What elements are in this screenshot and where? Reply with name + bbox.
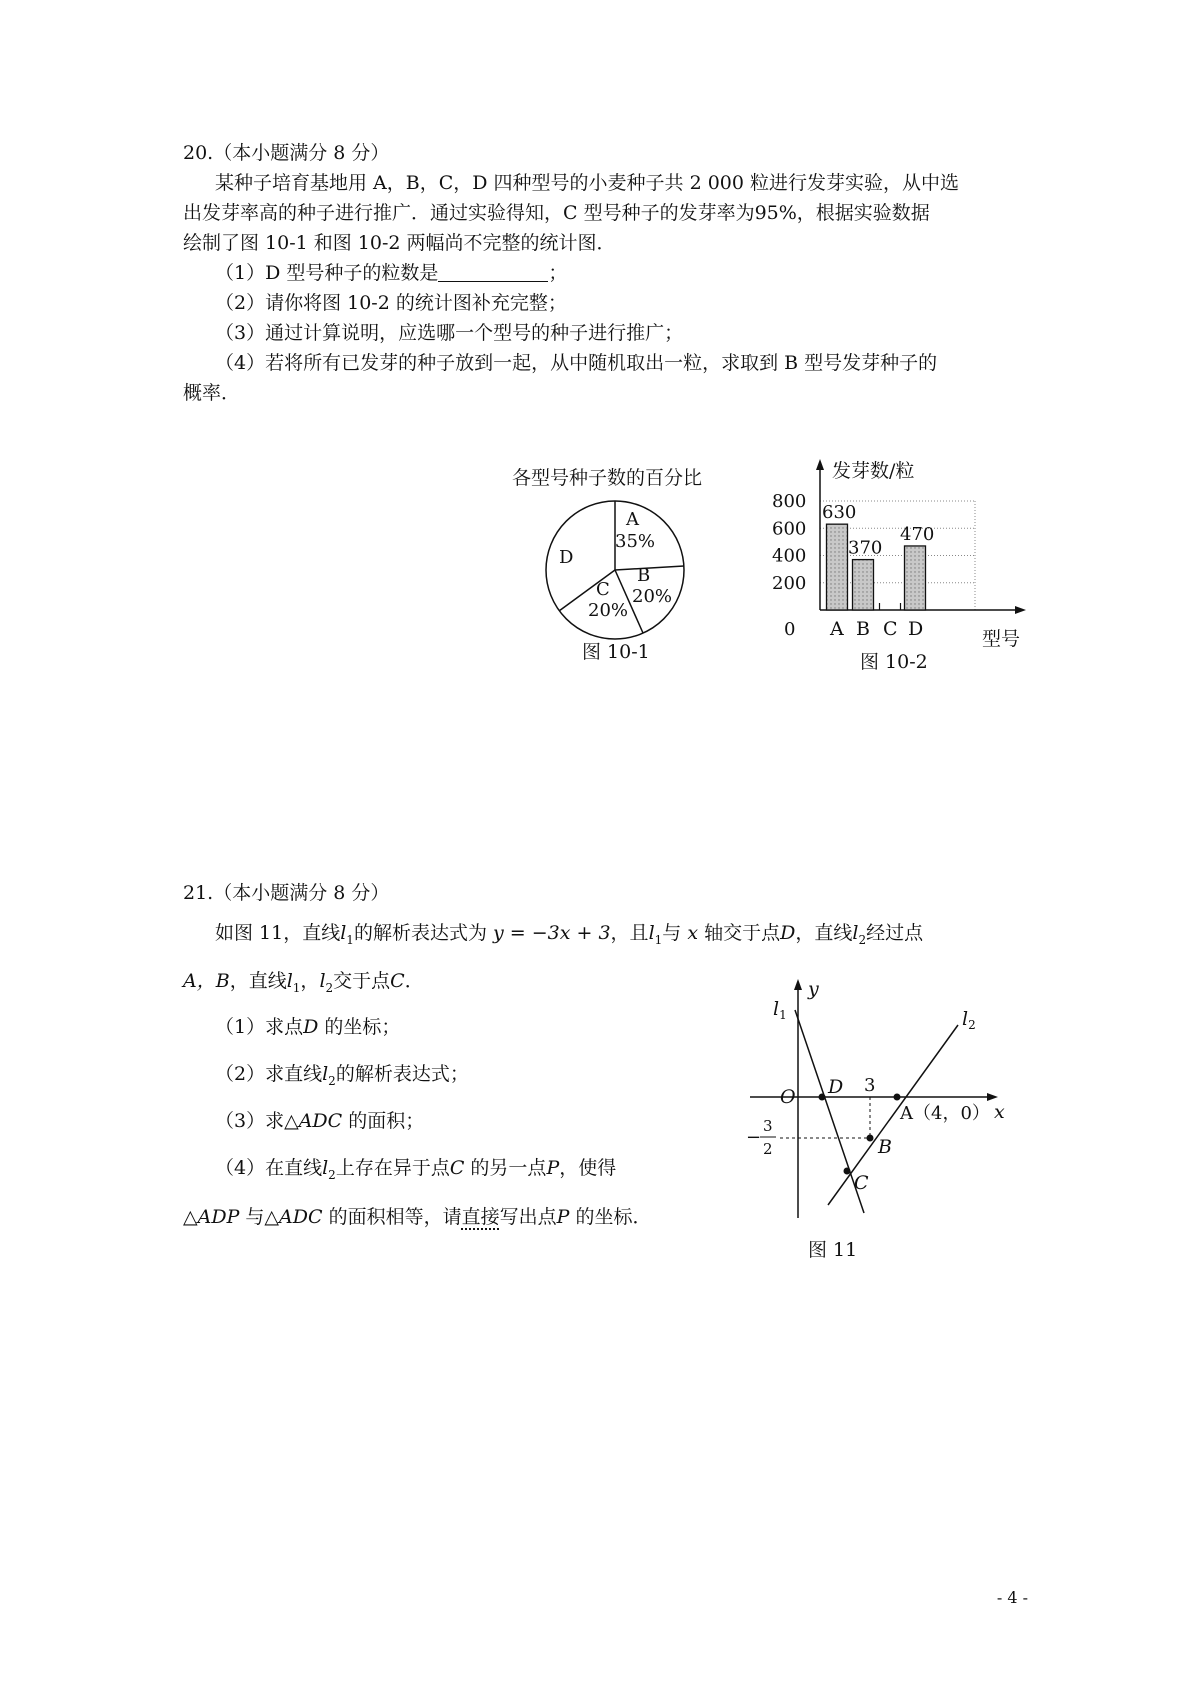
point-p: P <box>556 1206 570 1228</box>
l-letter: l <box>322 1157 329 1179</box>
q21-part3 <box>215 1108 424 1134</box>
text-seg: 如图 11，直线 <box>215 922 341 944</box>
subscript: 1 <box>346 932 354 947</box>
l-letter: l <box>648 922 655 944</box>
l1-letter: l <box>773 998 780 1020</box>
tick-3-label: 3 <box>864 1075 876 1096</box>
bar-b <box>853 560 874 610</box>
fig10-2-caption: 图 10-2 <box>860 651 928 673</box>
y-tick-label: 400 <box>772 545 807 567</box>
q21-intro-line1 <box>215 920 923 953</box>
text-seg: （2）求直线 <box>215 1063 323 1085</box>
x-tick-label: B <box>856 618 870 640</box>
q21-part4-line2 <box>183 1204 652 1230</box>
point-p: P <box>546 1157 560 1179</box>
l-letter: l <box>286 970 293 992</box>
l-letter: l <box>322 1063 329 1085</box>
fraction-denominator: 2 <box>763 1140 773 1158</box>
text-seg: （1）求点 <box>215 1016 304 1038</box>
q20-part4-line1: （4）若将所有已发芽的种子放到一起，从中随机取出一粒，求取到 B 型号发芽种子的 <box>215 352 938 374</box>
text-seg: ，使得 <box>559 1157 617 1179</box>
q20-part4-line2: 概率． <box>183 382 241 404</box>
point-d-dot <box>819 1094 826 1101</box>
x-tick-label: C <box>883 618 898 640</box>
x-tick-labels <box>829 618 923 640</box>
pie-title: 各型号种子数的百分比 <box>512 467 703 489</box>
y-axis-arrow <box>794 979 802 990</box>
point-b-label: B <box>878 1136 892 1158</box>
text-seg: 上存在异于点 <box>335 1157 450 1179</box>
point-d-label: D <box>828 1076 844 1098</box>
text-seg: ． <box>404 970 424 992</box>
page-number: - 4 - <box>996 1588 1028 1607</box>
text-seg: 的坐标； <box>324 1016 401 1038</box>
text-seg: 的解析表达式为 <box>353 922 487 944</box>
q20-intro-line2: 出发芽率高的种子进行推广．通过实验得知，C 型号种子的发芽率为95%，根据实验数据 <box>183 202 930 224</box>
y-tick-label: 200 <box>772 572 807 594</box>
pie-slice-b-pct: 20% <box>632 586 673 607</box>
text-seg: 的面积相等，请 <box>328 1206 462 1228</box>
point-c-dot <box>844 1168 851 1175</box>
bar-value-label: 370 <box>848 537 883 559</box>
y-axis-arrow <box>816 459 824 470</box>
pie-slice-c-pct: 20% <box>588 600 629 621</box>
subscript: 2 <box>328 1073 336 1088</box>
text-seg: 轴交于点 <box>704 922 781 944</box>
l1-subscript: 1 <box>779 1008 787 1022</box>
triangle-adp: ADP <box>197 1206 240 1228</box>
pie-chart <box>540 495 690 645</box>
text-seg: 交于点 <box>333 970 391 992</box>
point-a-dot <box>894 1094 901 1101</box>
point-d: D <box>303 1016 319 1038</box>
text-seg: ，直线 <box>229 970 287 992</box>
l-letter: l <box>340 922 347 944</box>
point-b-dot <box>867 1135 874 1142</box>
text-seg: 与△ <box>245 1206 280 1228</box>
y-tick-labels <box>772 491 806 640</box>
subscript: 2 <box>328 1167 336 1182</box>
l-letter: l <box>319 970 326 992</box>
q20-part1 <box>215 260 567 286</box>
text-seg: △ <box>183 1206 198 1228</box>
text-seg: 经过点 <box>866 922 924 944</box>
x-var: x <box>687 922 699 944</box>
point-c-label: C <box>854 1172 869 1194</box>
point-c: C <box>390 970 405 992</box>
x-axis-name: x <box>994 1101 1005 1123</box>
x-axis-label: 型号 <box>982 628 1021 650</box>
point-d: D <box>780 922 796 944</box>
answer-blank <box>438 263 548 282</box>
bar-d <box>905 546 926 610</box>
l2-label <box>962 1008 976 1032</box>
subscript: 2 <box>858 932 867 947</box>
bar-value-label: 470 <box>900 523 935 545</box>
l1-label <box>773 998 787 1022</box>
bar-value-label: 630 <box>822 502 857 524</box>
y-tick-label: 800 <box>772 491 807 512</box>
subscript: 2 <box>325 980 334 995</box>
text-seg: （4）在直线 <box>215 1157 323 1179</box>
q21-heading: 21.（本小题满分 8 分） <box>183 882 390 904</box>
x-tick-label: D <box>908 618 924 640</box>
fraction-numerator: 3 <box>763 1117 773 1135</box>
y-axis-name: y <box>808 978 819 1000</box>
q20-part2: （2）请你将图 10-2 的统计图补充完整； <box>215 292 567 314</box>
triangle-adc: ADC <box>298 1110 343 1132</box>
q21-intro-line2 <box>183 968 424 1001</box>
l2-subscript: 2 <box>968 1018 976 1032</box>
text-seg: 的坐标． <box>575 1206 652 1228</box>
subscript: 1 <box>292 980 301 995</box>
q20-part1-end: ； <box>548 262 568 284</box>
q20-part3: （3）通过计算说明，应选哪一个型号的种子进行推广； <box>215 322 684 344</box>
text-seg: 与 <box>662 922 682 944</box>
points-ab: A，B <box>183 970 230 992</box>
point-c: C <box>449 1157 465 1179</box>
pie-slice-a-name: A <box>626 509 639 530</box>
bars <box>822 502 934 610</box>
fraction-sign: − <box>746 1127 762 1148</box>
q20-part1-text: （1）D 型号种子的粒数是 <box>215 262 439 284</box>
fig11-caption: 图 11 <box>808 1239 858 1261</box>
text-seg: 写出点 <box>499 1206 557 1228</box>
text-seg: ，且 <box>610 922 649 944</box>
q20-heading: 20.（本小题满分 8 分） <box>183 142 390 164</box>
pie-slice-c-name: C <box>596 579 610 600</box>
q20-intro-line1: 某种子培育基地用 A，B，C，D 四种型号的小麦种子共 2 000 粒进行发芽实验，从中选 <box>215 172 960 194</box>
subscript: 1 <box>654 932 663 947</box>
y-tick-label: 0 <box>784 619 796 640</box>
q21-part1 <box>215 1014 400 1040</box>
equation-l1: y = −3x + 3 <box>493 922 611 944</box>
fig10-1-caption: 图 10-1 <box>582 641 650 663</box>
pie-slice-d-name: D <box>559 547 574 568</box>
x-tick-label: A <box>830 618 844 640</box>
q20-intro-line3: 绘制了图 10-1 和图 10-2 两幅尚不完整的统计图． <box>183 232 616 254</box>
pie-slice-a-pct: 35% <box>615 531 656 552</box>
origin-label: O <box>780 1086 796 1108</box>
text-seg: 的解析表达式； <box>335 1063 469 1085</box>
x-axis-arrow <box>1015 606 1026 614</box>
fig11-diagram <box>740 975 1010 1255</box>
y-tick-label: 600 <box>772 518 807 540</box>
triangle-adc: ADC <box>279 1206 323 1228</box>
text-seg: 的面积； <box>348 1110 425 1132</box>
l2-letter: l <box>962 1008 969 1030</box>
q21-part4-line1 <box>215 1155 616 1188</box>
point-a-label: A（4，0） <box>900 1103 990 1124</box>
text-seg: （3）求△ <box>215 1110 299 1132</box>
y-axis-label: 发芽数/粒 <box>832 460 915 482</box>
text-seg: ，直线 <box>795 922 853 944</box>
l-letter: l <box>852 922 859 944</box>
text-seg: ， <box>300 970 320 992</box>
bar-chart <box>770 455 1030 665</box>
x-axis-arrow <box>987 1093 998 1101</box>
bar-a <box>827 524 848 610</box>
text-seg: 的另一点 <box>470 1157 547 1179</box>
emphasized-text: 直接 <box>461 1206 500 1228</box>
q21-part2 <box>215 1061 469 1094</box>
pie-slice-b-name: B <box>637 565 651 586</box>
